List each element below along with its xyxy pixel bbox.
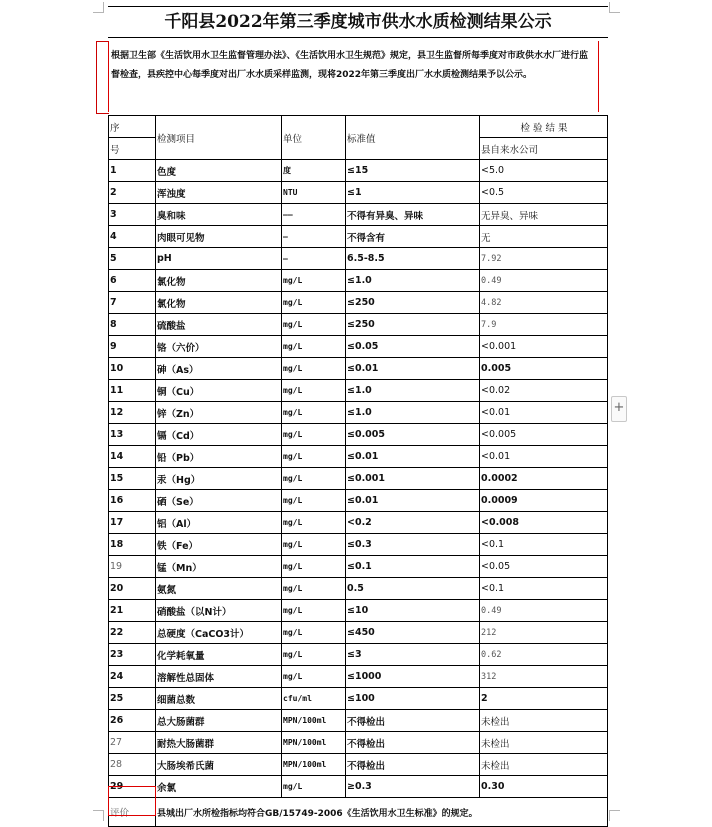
table-row	[109, 600, 608, 622]
evaluation-label: 评价	[109, 798, 156, 827]
row-unit: mg/L	[282, 622, 346, 644]
row-result: 4.82	[480, 292, 608, 314]
row-unit: mg/L	[282, 490, 346, 512]
row-sn: 6	[109, 270, 156, 292]
row-result: 未检出	[480, 754, 608, 776]
row-item: 大肠埃希氏菌	[156, 754, 282, 776]
row-result: <5.0	[480, 160, 608, 182]
row-standard: ≤0.3	[346, 534, 480, 556]
header-item: 检测项目	[156, 116, 282, 160]
row-sn: 2	[109, 182, 156, 204]
row-sn: 5	[109, 248, 156, 270]
evaluation-text: 县城出厂水所检指标均符合GB/15749-2006《生活饮用水卫生标准》的规定。	[156, 798, 608, 827]
row-standard: ≤1.0	[346, 402, 480, 424]
table-row	[109, 468, 608, 490]
row-result: <0.5	[480, 182, 608, 204]
row-unit: mg/L	[282, 600, 346, 622]
row-standard: ≤0.05	[346, 336, 480, 358]
table-row	[109, 248, 608, 270]
row-unit: NTU	[282, 182, 346, 204]
row-unit: MPN/100ml	[282, 710, 346, 732]
row-standard: ≤1	[346, 182, 480, 204]
row-sn: 9	[109, 336, 156, 358]
row-unit: mg/L	[282, 336, 346, 358]
row-standard: ≤0.01	[346, 358, 480, 380]
row-unit: mg/L	[282, 314, 346, 336]
evaluation-row	[109, 798, 608, 827]
row-result: <0.001	[480, 336, 608, 358]
row-sn: 17	[109, 512, 156, 534]
row-unit: 度	[282, 160, 346, 182]
row-unit: cfu/ml	[282, 688, 346, 710]
row-item: 镉（Cd）	[156, 424, 282, 446]
row-sn: 24	[109, 666, 156, 688]
document-title: 千阳县2022年第三季度城市供水水质检测结果公示	[108, 6, 608, 38]
row-sn: 14	[109, 446, 156, 468]
row-item: 肉眼可见物	[156, 226, 282, 248]
table-row	[109, 226, 608, 248]
row-unit: mg/L	[282, 534, 346, 556]
row-item: 色度	[156, 160, 282, 182]
table-row	[109, 182, 608, 204]
table-row	[109, 380, 608, 402]
row-standard: ≥0.3	[346, 776, 480, 798]
row-unit: mg/L	[282, 776, 346, 798]
row-sn: 10	[109, 358, 156, 380]
row-standard: ≤1000	[346, 666, 480, 688]
row-unit: mg/L	[282, 666, 346, 688]
table-row	[109, 314, 608, 336]
row-unit: MPN/100ml	[282, 732, 346, 754]
row-standard: ≤1.0	[346, 380, 480, 402]
row-item: 臭和味	[156, 204, 282, 226]
row-result: <0.05	[480, 556, 608, 578]
row-item: 铁（Fe）	[156, 534, 282, 556]
row-sn: 29	[109, 776, 156, 798]
row-item: 锌（Zn）	[156, 402, 282, 424]
row-result: 0.62	[480, 644, 608, 666]
row-item: 硝酸盐（以N计）	[156, 600, 282, 622]
table-header-row	[109, 116, 608, 138]
table-row	[109, 688, 608, 710]
row-result: 未检出	[480, 710, 608, 732]
row-result: 7.9	[480, 314, 608, 336]
row-result: <0.1	[480, 578, 608, 600]
row-unit: mg/L	[282, 292, 346, 314]
row-item: 余氯	[156, 776, 282, 798]
row-standard: ≤10	[346, 600, 480, 622]
row-item: pH	[156, 248, 282, 270]
table-row	[109, 160, 608, 182]
row-sn: 12	[109, 402, 156, 424]
row-sn: 15	[109, 468, 156, 490]
row-result: 0.49	[480, 600, 608, 622]
table-row	[109, 578, 608, 600]
row-unit: mg/L	[282, 270, 346, 292]
row-item: 总硬度（CaCO3计）	[156, 622, 282, 644]
row-standard: ≤0.001	[346, 468, 480, 490]
row-item: 浑浊度	[156, 182, 282, 204]
row-unit: mg/L	[282, 424, 346, 446]
page-corner-mark	[609, 2, 620, 13]
row-unit: mg/L	[282, 512, 346, 534]
row-item: 总大肠菌群	[156, 710, 282, 732]
row-sn: 19	[109, 556, 156, 578]
row-result: <0.02	[480, 380, 608, 402]
row-sn: 7	[109, 292, 156, 314]
row-item: 细菌总数	[156, 688, 282, 710]
table-row	[109, 776, 608, 798]
table-row	[109, 336, 608, 358]
row-sn: 20	[109, 578, 156, 600]
row-unit: ——	[282, 204, 346, 226]
table-row	[109, 666, 608, 688]
row-sn: 11	[109, 380, 156, 402]
row-result: <0.01	[480, 402, 608, 424]
row-result: <0.01	[480, 446, 608, 468]
row-unit: mg/L	[282, 556, 346, 578]
row-sn: 8	[109, 314, 156, 336]
row-sn: 23	[109, 644, 156, 666]
row-item: 锰（Mn）	[156, 556, 282, 578]
row-unit: MPN/100ml	[282, 754, 346, 776]
row-result: <0.005	[480, 424, 608, 446]
row-sn: 27	[109, 732, 156, 754]
row-standard: ≤0.005	[346, 424, 480, 446]
header-sn-top: 序	[109, 116, 156, 138]
row-unit: mg/L	[282, 402, 346, 424]
row-item: 硒（Se）	[156, 490, 282, 512]
page-corner-mark	[93, 810, 104, 821]
row-sn: 1	[109, 160, 156, 182]
row-sn: 3	[109, 204, 156, 226]
table-row	[109, 534, 608, 556]
table-row	[109, 358, 608, 380]
row-standard: ≤100	[346, 688, 480, 710]
row-result: 0.49	[480, 270, 608, 292]
row-unit: mg/L	[282, 358, 346, 380]
row-result: 无异臭、异味	[480, 204, 608, 226]
table-row	[109, 732, 608, 754]
row-result: 312	[480, 666, 608, 688]
row-result: 212	[480, 622, 608, 644]
table-row	[109, 204, 608, 226]
row-sn: 13	[109, 424, 156, 446]
header-result-group: 检 验 结 果	[480, 116, 608, 138]
header-unit: 单位	[282, 116, 346, 160]
table-row	[109, 710, 608, 732]
table-row	[109, 622, 608, 644]
row-item: 化学耗氧量	[156, 644, 282, 666]
row-unit: —	[282, 248, 346, 270]
row-sn: 16	[109, 490, 156, 512]
row-standard: ≤450	[346, 622, 480, 644]
row-sn: 26	[109, 710, 156, 732]
row-unit: mg/L	[282, 468, 346, 490]
table-row	[109, 270, 608, 292]
row-standard: 不得检出	[346, 710, 480, 732]
row-standard: 不得检出	[346, 732, 480, 754]
row-standard: 不得含有	[346, 226, 480, 248]
page-corner-mark	[93, 2, 104, 13]
row-unit: mg/L	[282, 446, 346, 468]
row-sn: 22	[109, 622, 156, 644]
results-table	[108, 115, 608, 827]
row-standard: ≤250	[346, 292, 480, 314]
row-item: 汞（Hg）	[156, 468, 282, 490]
row-standard: 6.5-8.5	[346, 248, 480, 270]
row-result: <0.008	[480, 512, 608, 534]
table-row	[109, 292, 608, 314]
table-row	[109, 754, 608, 776]
row-unit: —	[282, 226, 346, 248]
header-sn-bottom: 号	[109, 138, 156, 160]
row-result: 0.0009	[480, 490, 608, 512]
row-item: 氨氮	[156, 578, 282, 600]
row-standard: ≤15	[346, 160, 480, 182]
row-sn: 4	[109, 226, 156, 248]
row-unit: mg/L	[282, 380, 346, 402]
row-result: 0.30	[480, 776, 608, 798]
row-standard: 不得有异臭、异味	[346, 204, 480, 226]
row-item: 铝（Al）	[156, 512, 282, 534]
row-unit: mg/L	[282, 578, 346, 600]
row-standard: ≤0.1	[346, 556, 480, 578]
row-item: 铅（Pb）	[156, 446, 282, 468]
row-sn: 18	[109, 534, 156, 556]
row-standard: ≤3	[346, 644, 480, 666]
row-item: 氯化物	[156, 270, 282, 292]
row-item: 氯化物	[156, 292, 282, 314]
add-column-button[interactable]: +	[611, 396, 627, 422]
table-row	[109, 490, 608, 512]
table-row	[109, 644, 608, 666]
intro-paragraph: 根据卫生部《生活饮用水卫生监督管理办法》、《生活饮用水卫生规范》规定，县卫生监督所每季度对市政供水水厂进行监督检查，县疾控中心每季度对出厂水水质采样监测，现将2022年第三季度出厂水水质检测结果予以公示。	[108, 41, 599, 112]
row-standard: 0.5	[346, 578, 480, 600]
row-item: 铬（六价）	[156, 336, 282, 358]
row-unit: mg/L	[282, 644, 346, 666]
row-standard: 不得检出	[346, 754, 480, 776]
table-row	[109, 424, 608, 446]
row-result: 0.005	[480, 358, 608, 380]
row-item: 耐热大肠菌群	[156, 732, 282, 754]
header-result-org: 县自来水公司	[480, 138, 608, 160]
row-sn: 28	[109, 754, 156, 776]
row-result: 0.0002	[480, 468, 608, 490]
row-item: 铜（Cu）	[156, 380, 282, 402]
row-sn: 21	[109, 600, 156, 622]
row-standard: ≤1.0	[346, 270, 480, 292]
table-row	[109, 446, 608, 468]
row-sn: 25	[109, 688, 156, 710]
row-result: 7.92	[480, 248, 608, 270]
page-corner-mark	[609, 810, 620, 821]
row-standard: ≤0.01	[346, 490, 480, 512]
row-item: 溶解性总固体	[156, 666, 282, 688]
table-row	[109, 512, 608, 534]
row-result: <0.1	[480, 534, 608, 556]
table-row	[109, 402, 608, 424]
row-standard: <0.2	[346, 512, 480, 534]
header-standard: 标准值	[346, 116, 480, 160]
row-standard: ≤0.01	[346, 446, 480, 468]
row-standard: ≤250	[346, 314, 480, 336]
table-row	[109, 556, 608, 578]
row-result: 未检出	[480, 732, 608, 754]
row-result: 无	[480, 226, 608, 248]
row-item: 砷（As）	[156, 358, 282, 380]
row-item: 硫酸盐	[156, 314, 282, 336]
row-result: 2	[480, 688, 608, 710]
